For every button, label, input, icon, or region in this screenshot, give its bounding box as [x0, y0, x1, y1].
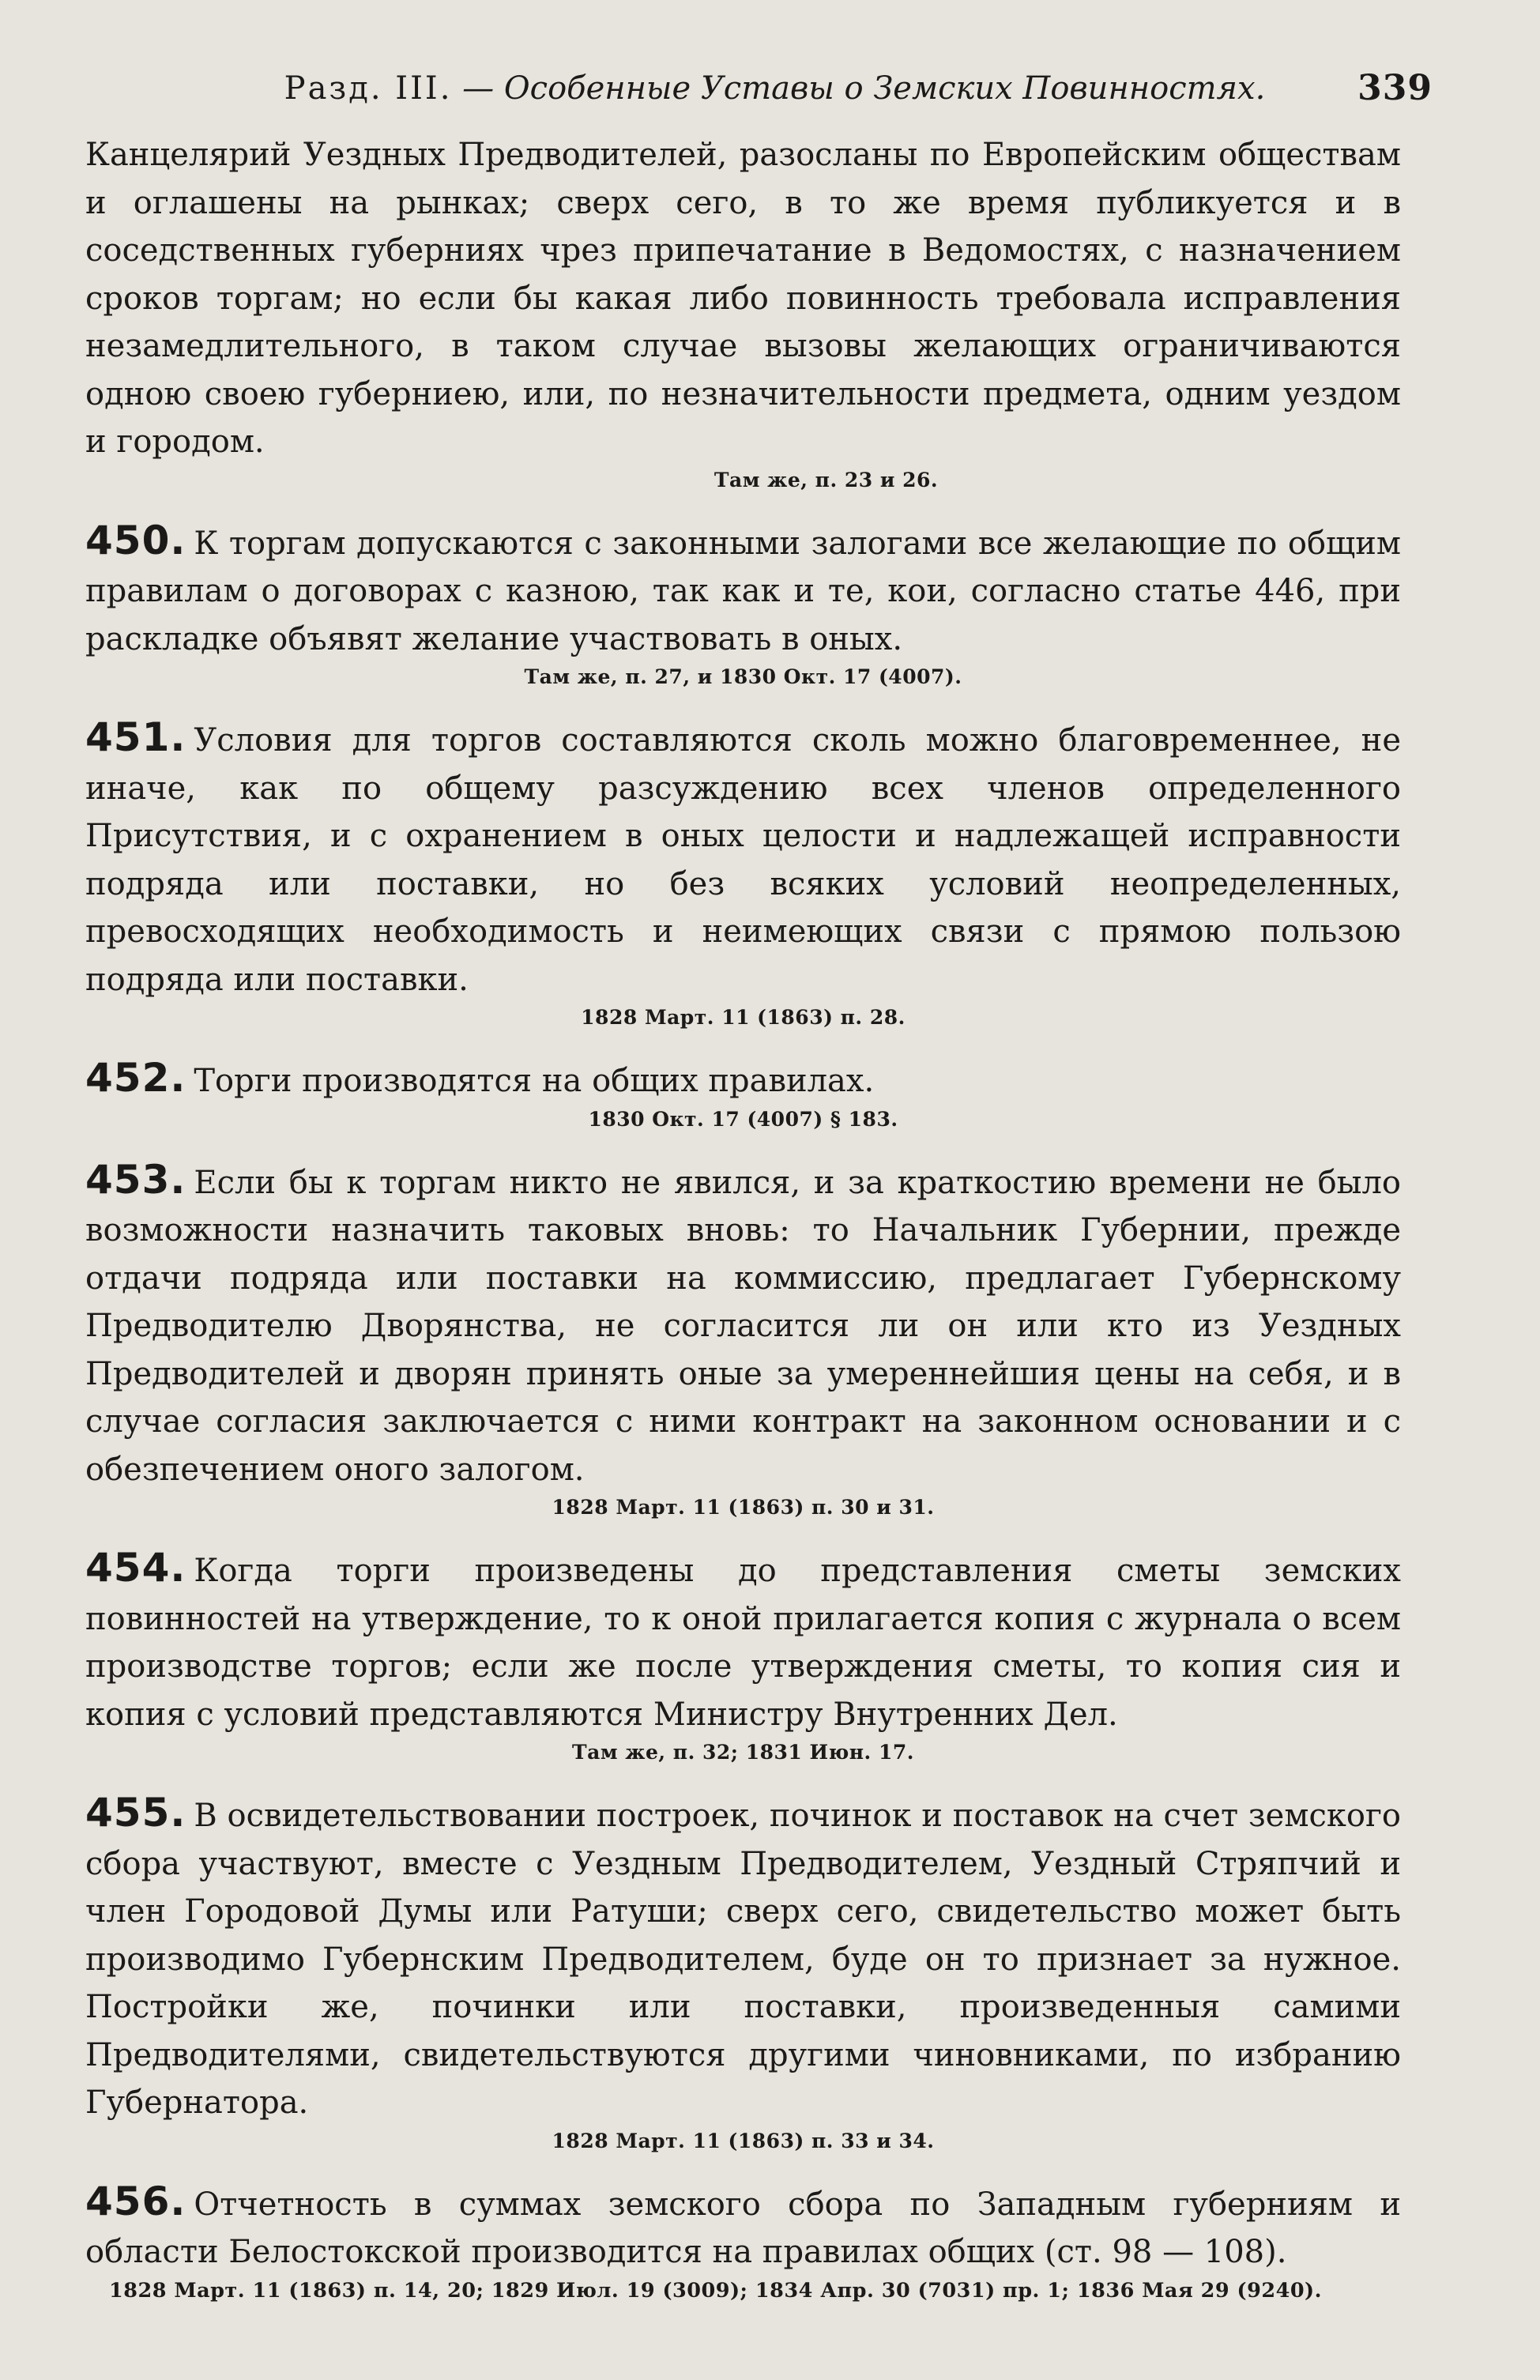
citation: 1828 Март. 11 (1863) п. 30 и 31.	[552, 1496, 935, 1519]
article-text: Торги производятся на общих правилах.	[194, 1063, 875, 1099]
article-text: К торгам допускаются с законными залогами все желающие по общим правилам о договорах с казною, так как и те, кои, согласно статье 446, при раскладке объявят желание участвовать в оных.	[85, 525, 1401, 657]
citation: 1828 Март. 11 (1863) п. 14, 20; 1829 Июл. 19 (3009); 1834 Апр. 30 (7031) пр. 1; 1836 Мая 29 (9240).	[109, 2278, 1322, 2303]
article-text: Условия для торгов составляются сколь можно благовременнее, не иначе, как по общему разсуждению всех членов определенного Присутствия, и с охранением в оных целости и надлежащей исправности подряда или поставки, но без всяких условий неопределенных, превосходящих необходимость и неимеющих связи с прямою пользою подряда или поставки.	[85, 722, 1401, 998]
article-text: В освидетельствовании построек, починок и поставок на счет земского сбора участвуют, вместе с Уездным Предводителем, Уездный Стряпчий и член Городовой Думы или Ратуши; сверх сего, свидетельство может быть производимо Губернским Предводителем, буде он то признает за нужное. Постройки же, починки или поставки, произведенныя самими Предводителями, свидетельствуются другими чиновниками, по избранию Губернатора.	[85, 1798, 1401, 2121]
article-number: 454.	[85, 1545, 186, 1591]
running-head	[149, 57, 1433, 120]
page-number: 339	[1357, 68, 1433, 108]
citation: 1830 Окт. 17 (4007) § 183.	[588, 1107, 898, 1131]
section-title: — Особенные Уставы о Земских Повинностях.	[462, 70, 1266, 107]
article-number: 452.	[85, 1055, 186, 1101]
citation: Там же, п. 32; 1831 Июн. 17.	[572, 1741, 914, 1764]
article-text: Если бы к торгам никто не явился, и за краткостию времени не было возможности назначить таковых вновь: то Начальник Губернии, прежде отдачи подряда или поставки на коммиссию, предлагает Губернскому Предводителю Дворянства, не согласится ли он или кто из Уездных Предводителей и дворян принять оные за умереннейшия цены на себя, и в случае согласия заключается с ними контракт на законном основании и с обезпечением оного залогом.	[85, 1164, 1401, 1488]
section-label: Разд. III.	[284, 70, 453, 107]
article-455	[85, 1789, 1401, 2154]
article-456	[85, 2178, 1401, 2303]
body-text	[85, 131, 1401, 2303]
continuation-text: Канцелярий Уездных Предводителей, разосланы по Европейским обществам и оглашены на рынках; сверх сего, в то же время публикуется и в соседственных губерниях чрез припечатание в Ведомостях, с назначением сроков торгам; но если бы какая либо повинность требовала исправления незамедлительного, в таком случае вызовы желающих ограничиваются одною своею губерниею, или, по незначительности предмета, одним уездом и городом.	[85, 137, 1401, 460]
citation: 1828 Март. 11 (1863) п. 33 и 34.	[552, 2129, 935, 2152]
article-number: 456.	[85, 2178, 186, 2224]
article-number: 451.	[85, 714, 186, 760]
article-454	[85, 1544, 1401, 1765]
article-452	[85, 1054, 1401, 1132]
article-453	[85, 1156, 1401, 1521]
citation: 1828 Март. 11 (1863) п. 28.	[581, 1006, 906, 1029]
continuation-paragraph	[85, 131, 1401, 466]
citation: Там же, п. 27, и 1830 Окт. 17 (4007).	[524, 665, 962, 688]
article-number: 453.	[85, 1156, 186, 1203]
article-number: 450.	[85, 517, 186, 563]
article-number: 455.	[85, 1790, 186, 1836]
article-451	[85, 714, 1401, 1030]
citation: Там же, п. 23 и 26.	[714, 468, 939, 491]
article-text: Отчетность в суммах земского сбора по Западным губерниям и области Белостокской производится на правилах общих (ст. 98 — 108).	[85, 2186, 1401, 2270]
article-450	[85, 517, 1401, 691]
article-text: Когда торги произведены до представления сметы земских повинностей на утверждение, то к оной прилагается копия с журнала о всем производстве торгов; если же после утверждения сметы, то копия сия и копия с условий представляются Министру Внутренних Дел.	[85, 1553, 1401, 1733]
